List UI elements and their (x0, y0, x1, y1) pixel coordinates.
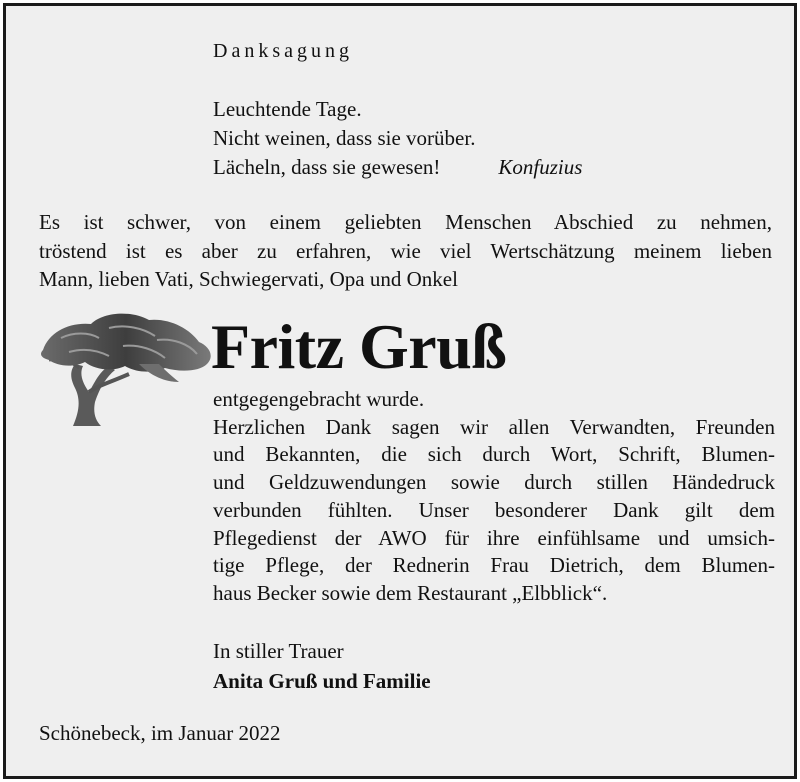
quote (213, 95, 582, 182)
body-line: verbunden fühlten. Unser besonderer Dank gilt dem (213, 497, 775, 522)
body-line: tige Pflege, der Rednerin Frau Dietrich, dem Blumen- (213, 553, 775, 578)
body-line: Herzlichen Dank sagen wir allen Verwandten, Freunden (213, 414, 775, 439)
body-line: Pflegedienst der AWO für ihre einfühlsame und umsich- (213, 525, 775, 550)
obituary-notice (3, 3, 797, 779)
body-text (213, 386, 775, 608)
quote-line-last (213, 153, 582, 182)
intro-line: Es ist schwer, von einem geliebten Menschen Abschied zu nehmen, (39, 210, 772, 234)
place-date: Schönebeck, im Januar 2022 (39, 721, 281, 745)
body-line: und Bekannten, die sich durch Wort, Schrift, Blumen- (213, 442, 775, 467)
quote-author: Konfuzius (498, 155, 583, 179)
intro-text (39, 208, 772, 294)
quote-line: Leuchtende Tage. (213, 97, 362, 121)
intro-line: Mann, lieben Vati, Schwiegervati, Opa und Onkel (39, 267, 458, 291)
mourning-label: In stiller Trauer (213, 639, 344, 663)
body-line: haus Becker sowie dem Restaurant „Elbblick“. (213, 580, 608, 605)
intro-line: tröstend ist es aber zu erfahren, wie viel Wertschätzung meinem lieben (39, 238, 772, 263)
quote-line-text: Lächeln, dass sie gewesen! (213, 155, 441, 179)
signature: Anita Gruß und Familie (213, 669, 431, 693)
mourning-block (213, 636, 431, 696)
tree-icon (39, 302, 215, 430)
body-line: entgegengebracht wurde. (213, 387, 425, 411)
deceased-name: Fritz Gruß (211, 311, 507, 382)
body-line: und Geldzuwendungen sowie durch stillen Händedruck (213, 470, 775, 495)
notice-heading: Danksagung (213, 40, 353, 62)
quote-line: Nicht weinen, dass sie vorüber. (213, 126, 476, 150)
